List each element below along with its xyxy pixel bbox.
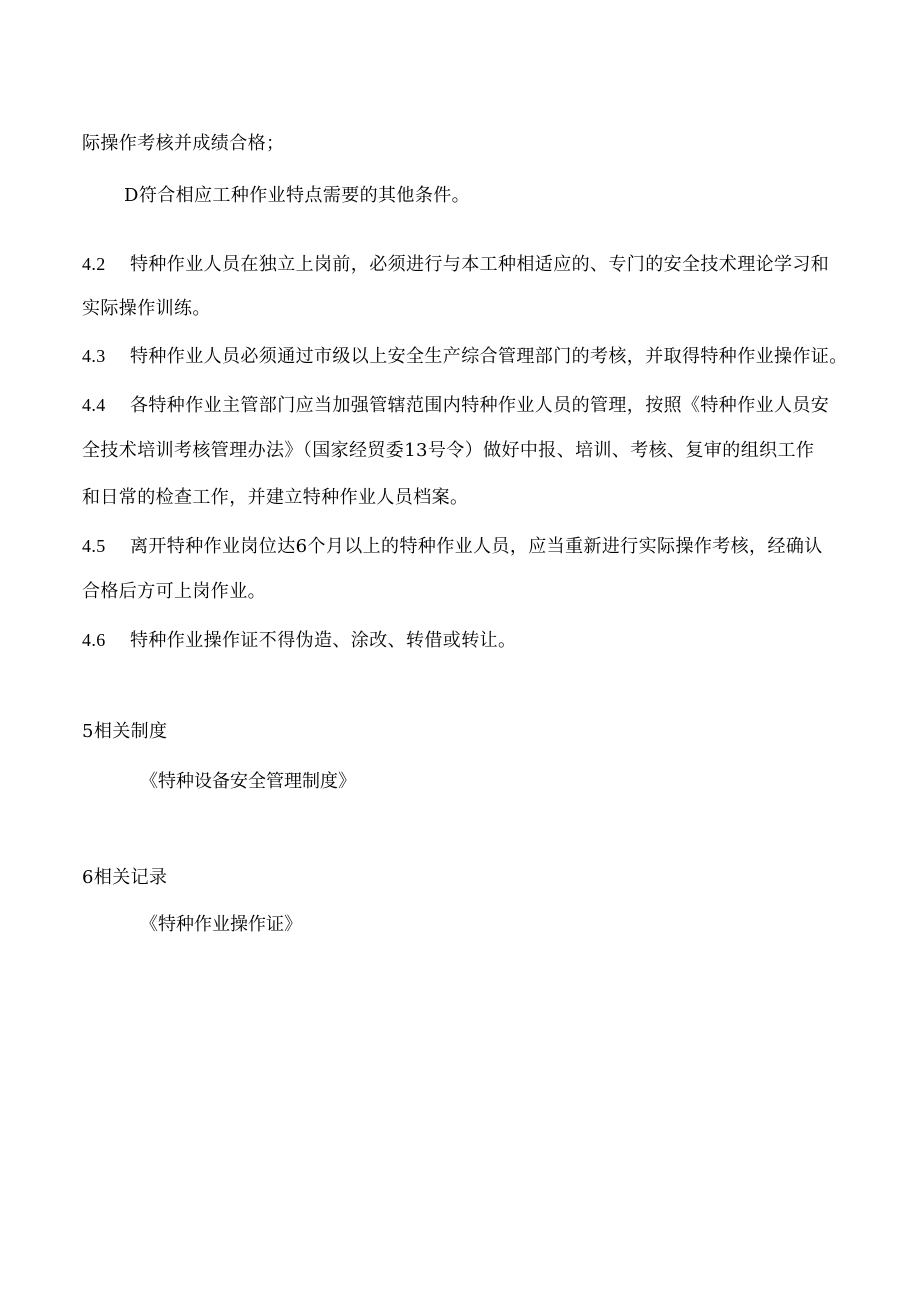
paragraph-text: 特种作业操作证不得伪造、涂改、转借或转让。 [130,630,517,651]
paragraph-4-6 [82,628,516,653]
paragraph-4-4-line3: 和日常的检查工作，并建立特种作业人员档案。 [82,487,469,508]
paragraph-text: 各特种作业主管部门应当加强管辖范围内特种作业人员的管理，按照《特种作业人员安 [130,395,830,416]
paragraph-4-2-line2: 实际操作训练。 [82,298,211,319]
paragraph-text: 特种作业人员在独立上岗前，必须进行与本工种相适应的、专门的安全技术理论学习和 [130,254,830,275]
section-5-heading: 5相关制度 [82,721,168,742]
section-number: 4.6 [82,630,106,650]
item-d: D符合相应工种作业特点需要的其他条件。 [124,185,471,206]
continuation-line: 际操作考核并成绩合格； [82,133,285,154]
paragraph-4-4 [82,393,829,418]
paragraph-4-5-line2: 合格后方可上岗作业。 [82,581,266,602]
paragraph-text: 离开特种作业岗位达6个月以上的特种作业人员，应当重新进行实际操作考核，经确认 [130,536,823,557]
section-number: 4.4 [82,395,106,415]
section-number: 4.2 [82,254,106,274]
paragraph-text: 特种作业人员必须通过市级以上安全生产综合管理部门的考核，并取得特种作业操作证。 [130,346,848,367]
section-6-reference: 《特种作业操作证》 [140,914,302,935]
section-number: 4.5 [82,536,106,556]
paragraph-4-3 [82,344,848,369]
paragraph-4-4-line2: 全技术培训考核管理办法》（国家经贸委13号令）做好中报、培训、考核、复审的组织工作 [82,440,815,461]
section-5-reference: 《特种设备安全管理制度》 [140,771,356,792]
paragraph-4-2 [82,252,829,277]
section-number: 4.3 [82,346,106,366]
section-6-heading: 6相关记录 [82,867,168,888]
paragraph-4-5 [82,534,823,559]
